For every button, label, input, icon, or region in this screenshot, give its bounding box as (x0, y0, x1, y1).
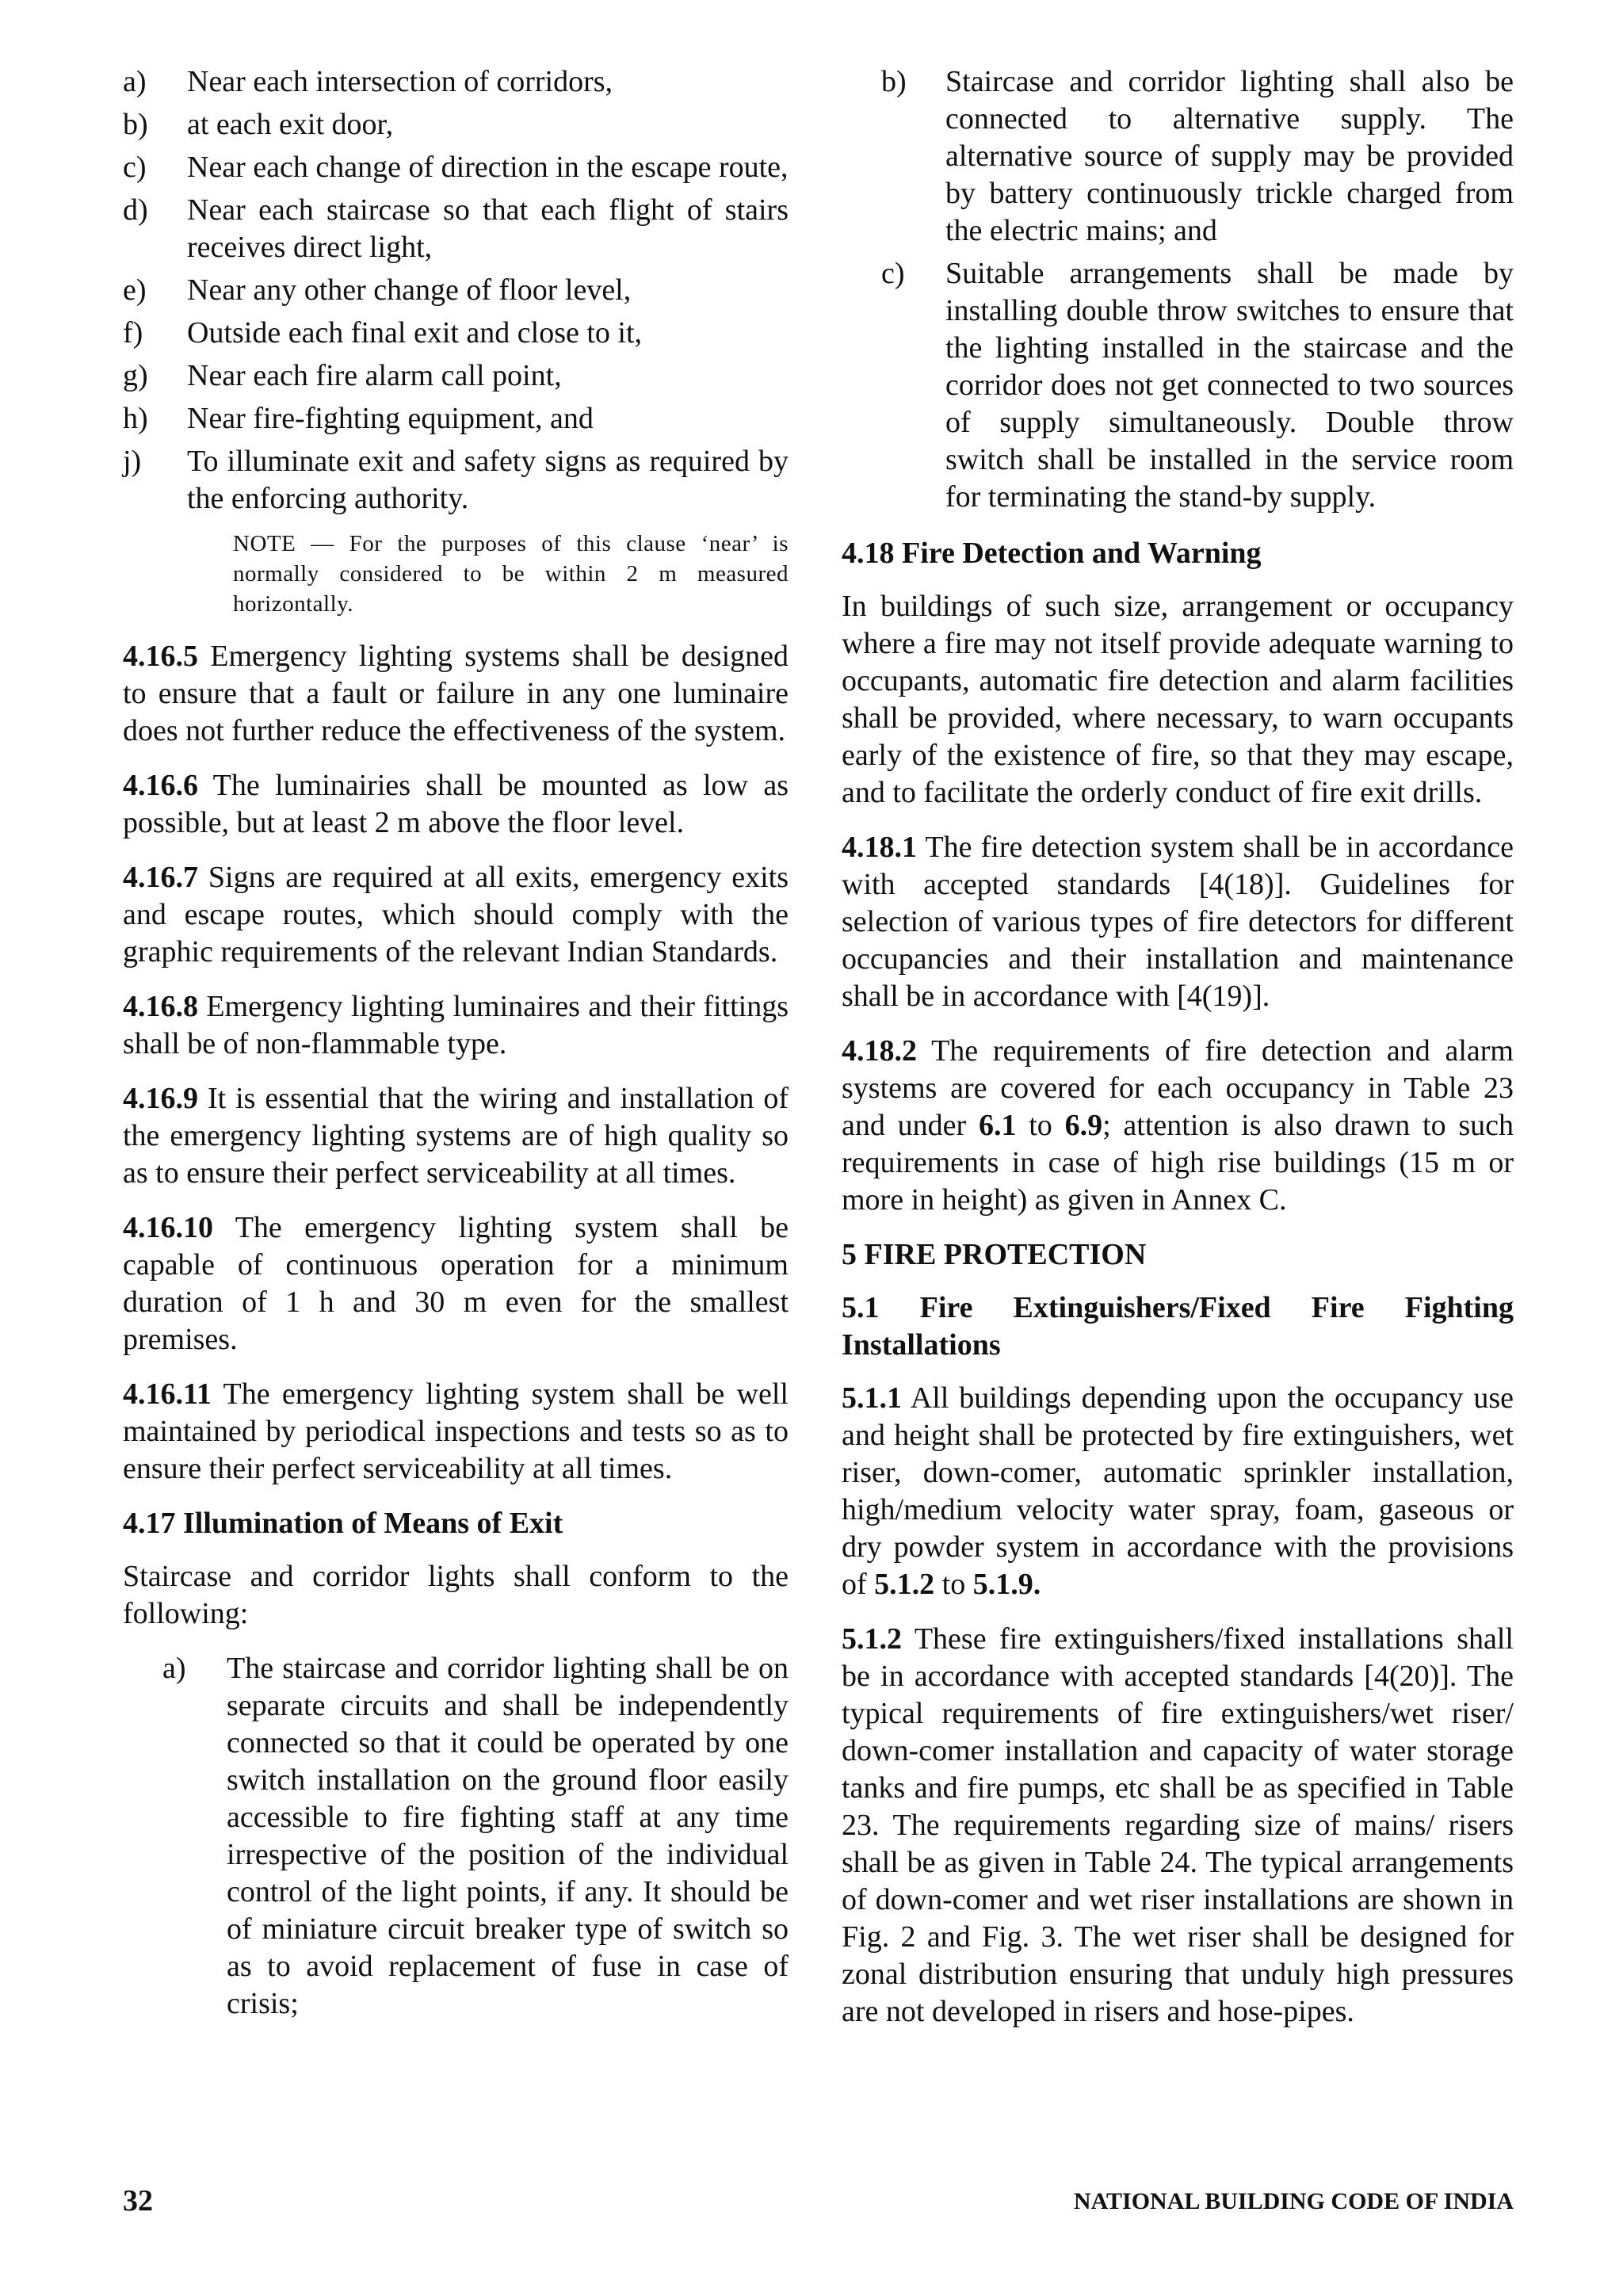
list-item: b) Staircase and corridor lighting shall also be connected to alternative supply. The alternative source of supply may be provided by battery continuously trickle charged from the electric mains; and (881, 65, 1514, 247)
clause-4-16-10: 4.16.10 The emergency lighting system shall be capable of continuous operation for a minimum duration of 1 h and 30 m even for the smallest premises. (123, 1211, 789, 1356)
section-heading-5-1: 5.1 Fire Extinguishers/Fixed Fire Fighting Installations (842, 1291, 1514, 1362)
note-text: NOTE — For the purposes of this clause ‘near’ is normally considered to be within 2 m measured horizontally. (233, 531, 789, 617)
clause-4-16-11: 4.16.11 The emergency lighting system shall be well maintained by periodical inspections and tests so as to ensure their perfect serviceability at all times. (123, 1377, 789, 1485)
clause-4-16-5: 4.16.5 Emergency lighting systems shall be designed to ensure that a fault or failure in any one luminaire does not further reduce the effectiveness of the system. (123, 640, 789, 747)
list-item: f) Outside each final exit and close to it, (123, 316, 643, 350)
list-item: b) at each exit door, (123, 108, 394, 141)
section-heading-4-18: 4.18 Fire Detection and Warning (842, 537, 1262, 570)
page-number: 32 (123, 2184, 153, 2218)
list-item: d) Near each staircase so that each flight of stairs receives direct light, (123, 193, 789, 264)
section-heading-5: 5 FIRE PROTECTION (842, 1238, 1147, 1271)
page-footer (123, 2183, 1514, 2223)
lighting-list (123, 1650, 789, 2023)
clause-4-18-1: 4.18.1 The fire detection system shall be in accordance with accepted standards [4(18)]. Guidelines for selection of various types of fire detectors for different occupancies and their installation and maintenance shall be in accordance with [4(19)]. (842, 831, 1514, 1013)
clause-5-1-2: 5.1.2 These fire extinguishers/fixed installations shall be in accordance with accepted standards [4(20)]. The typical requirements of fire extinguishers/wet riser/ down-comer installation and capacity of water storage tanks and fire pumps, etc shall be as specified in Table 23. The requirements regarding size of mains/ risers shall be as given in Table 24. The typical arrangements of down-comer and wet riser installations are shown in Fig. 2 and Fig. 3. The wet riser shall be designed for zonal distribution ensuring that unduly high pressures are not developed in risers and hose-pipes. (842, 1622, 1514, 2028)
clause-4-18-2: 4.18.2 The requirements of fire detection and alarm systems are covered for each occupancy in Table 23 and under 6.1 to 6.9; attention is also drawn to such requirements in case of high rise buildings (15 m or more in height) as given in Annex C. (842, 1034, 1514, 1217)
clause-4-16-9: 4.16.9 It is essential that the wiring and installation of the emergency lighting systems are of high quality so as to ensure their perfect serviceability at all times. (123, 1082, 789, 1190)
section-heading-4-17: 4.17 Illumination of Means of Exit (123, 1507, 563, 1540)
list-item: c) Suitable arrangements shall be made by installing double throw switches to ensure that the lighting installed in the staircase and the corridor does not get connected to two sources of supply simultaneously. Double throw switch shall be installed in the service room for terminating the stand-by supply. (881, 257, 1514, 514)
list-item: c) Near each change of direction in the escape route, (123, 151, 789, 184)
clause-4-16-7: 4.16.7 Signs are required at all exits, emergency exits and escape routes, which should comply with the graphic requirements of the relevant Indian Standards. (123, 861, 789, 968)
list-item: j) To illuminate exit and safety signs as required by the enforcing authority. (123, 445, 789, 515)
list-item: g) Near each fire alarm call point, (123, 359, 562, 392)
left-column (123, 63, 789, 2028)
list-item: e) Near any other change of floor level, (123, 273, 632, 307)
clause-4-16-8: 4.16.8 Emergency lighting luminaires and their fittings shall be of non-flammable type. (123, 990, 789, 1060)
intro-4-18: In buildings of such size, arrangement or occupancy where a fire may not itself provide adequate warning to occupants, automatic fire detection and alarm facilities shall be provided, where necessary, to warn occupants early of the existence of fire, so that they may escape, and to facilitate the orderly conduct of fire exit drills. (842, 590, 1514, 809)
list-item: a) The staircase and corridor lighting shall be on separate circuits and shall be independently connected so that it could be operated by one switch installation on the ground floor easily accessible to fire fighting staff at any time irrespective of the position of the individual control of the light points, if any. It should be of miniature circuit breaker type of switch so as to avoid replacement of fuse in case of crisis; (162, 1652, 789, 2020)
right-column (842, 63, 1514, 2048)
document-title: NATIONAL BUILDING CODE OF INDIA (1073, 2188, 1514, 2214)
list-item: h) Near fire-fighting equipment, and (123, 402, 594, 435)
lighting-list-continued (842, 63, 1514, 516)
intro-4-17: Staircase and corridor lights shall conform to the following: (123, 1560, 789, 1630)
clause-4-16-6: 4.16.6 The luminairies shall be mounted as low as possible, but at least 2 m above the floor level. (123, 769, 789, 839)
location-list (123, 63, 789, 518)
clause-5-1-1: 5.1.1 All buildings depending upon the occupancy use and height shall be protected by fire extinguishers, wet riser, down-comer, automatic sprinkler installation, high/medium velocity water spray, foam, gaseous or dry powder system in accordance with the provisions of 5.1.2 to 5.1.9. (842, 1381, 1514, 1601)
list-item: a) Near each intersection of corridors, (123, 65, 613, 98)
